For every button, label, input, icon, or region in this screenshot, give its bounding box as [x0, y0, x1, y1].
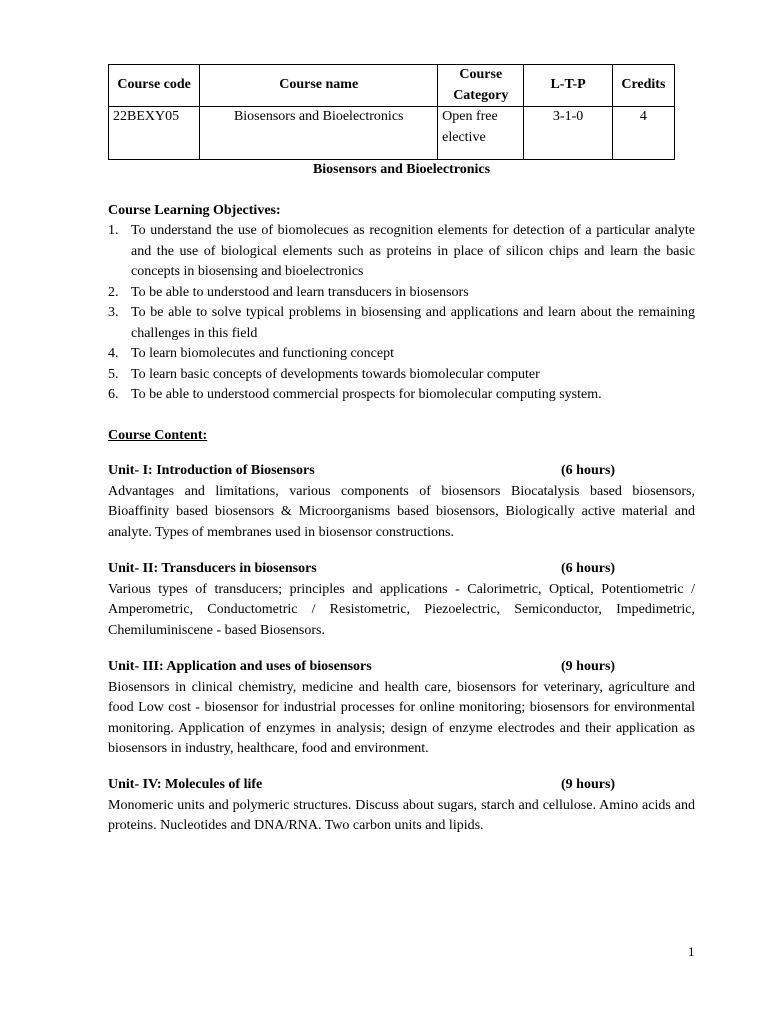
unit-section-1: [108, 461, 695, 543]
list-item: [108, 303, 695, 344]
page-title: Biosensors and Bioelectronics: [312, 162, 491, 177]
cell-course-code: 22BEXY05: [109, 107, 200, 160]
unit-heading: [108, 461, 695, 482]
unit-hours: (9 hours): [561, 777, 616, 792]
header-course-name: Course name: [200, 65, 438, 107]
unit-hours: (6 hours): [561, 463, 616, 478]
unit-heading: [108, 559, 695, 580]
unit-title: Unit- III: Application and uses of biosensors: [108, 659, 372, 674]
course-content-heading: Course Content:: [108, 428, 208, 443]
list-item-text: To be able to solve typical problems in biosensing and applications and learn about the remaining challenges in this field: [131, 305, 695, 341]
objectives-heading: Course Learning Objectives:: [108, 203, 281, 218]
unit-description: Various types of transducers; principles and applications - Calorimetric, Optical, Potentiometric / Amperometric, Conductometric / Resistometric, Piezoelectric, Semiconductor, Impedimetric, Chemiluminiscene - based Biosensors.: [108, 581, 695, 638]
cell-credits: 4: [612, 107, 674, 160]
list-item-text: To understand the use of biomolecues as recognition elements for detection of a particular analyte and the use of biological elements such as proteins in place of silicon chips and learn the basic concepts in biosensing and bioelectronics: [131, 223, 695, 279]
unit-section-3: [108, 657, 695, 760]
unit-description: Monomeric units and polymeric structures. Discuss about sugars, starch and cellulose. Amino acids and proteins. Nucleotides and DNA/RNA. Two carbon units and lipids.: [108, 797, 695, 833]
cell-course-name: Biosensors and Bioelectronics: [200, 107, 438, 160]
list-item: [108, 221, 695, 283]
list-item-text: To be able to understood commercial prospects for biomolecular computing system.: [131, 387, 602, 402]
table-row: [109, 107, 675, 160]
list-item: [108, 283, 695, 304]
objectives-list: [108, 221, 695, 406]
cell-course-category: Open free elective: [438, 107, 524, 160]
header-credits: Credits: [612, 65, 674, 107]
list-item: [108, 385, 695, 406]
list-item-number: 6.: [108, 387, 119, 402]
unit-section-4: [108, 775, 695, 837]
header-course-code: Course code: [109, 65, 200, 107]
unit-title: Unit- IV: Molecules of life: [108, 777, 263, 792]
unit-title: Unit- I: Introduction of Biosensors: [108, 463, 315, 478]
table-header-row: [109, 65, 675, 107]
list-item-number: 5.: [108, 366, 119, 382]
list-item: [108, 365, 695, 386]
page-number: 1: [688, 944, 695, 959]
list-item-text: To be able to understood and learn transducers in biosensors: [131, 284, 469, 300]
unit-description: Advantages and limitations, various components of biosensors Biocatalysis based biosensors, Bioaffinity based biosensors & Microorganisms based biosensors, Biologically active material and analyte. Types of membranes used in biosensor constructions.: [108, 483, 695, 540]
unit-description: Biosensors in clinical chemistry, medicine and health care, biosensors for veterinary, agriculture and food Low cost - biosensor for industrial processes for online monitoring; biosensors for environmental monitoring. Application of enzymes in analysis; design of enzyme electrodes and their application as biosensors in industry, healthcare, food and environment.: [108, 679, 695, 756]
unit-title: Unit- II: Transducers in biosensors: [108, 561, 317, 576]
list-item: [108, 344, 695, 365]
header-ltp: L-T-P: [524, 65, 612, 107]
unit-heading: [108, 775, 695, 796]
unit-hours: (9 hours): [561, 659, 616, 674]
course-info-table: [108, 64, 675, 160]
header-course-category: Course Category: [438, 65, 524, 107]
list-item-text: To learn basic concepts of developments towards biomolecular computer: [131, 366, 540, 382]
list-item-text: To learn biomolecutes and functioning concept: [131, 346, 394, 361]
list-item-number: 4.: [108, 346, 119, 361]
list-item-number: 2.: [108, 284, 119, 300]
unit-section-2: [108, 559, 695, 641]
unit-heading: [108, 657, 695, 678]
list-item-number: 3.: [108, 305, 119, 320]
unit-hours: (6 hours): [561, 561, 616, 576]
cell-ltp: 3-1-0: [524, 107, 612, 160]
list-item-number: 1.: [108, 223, 119, 238]
